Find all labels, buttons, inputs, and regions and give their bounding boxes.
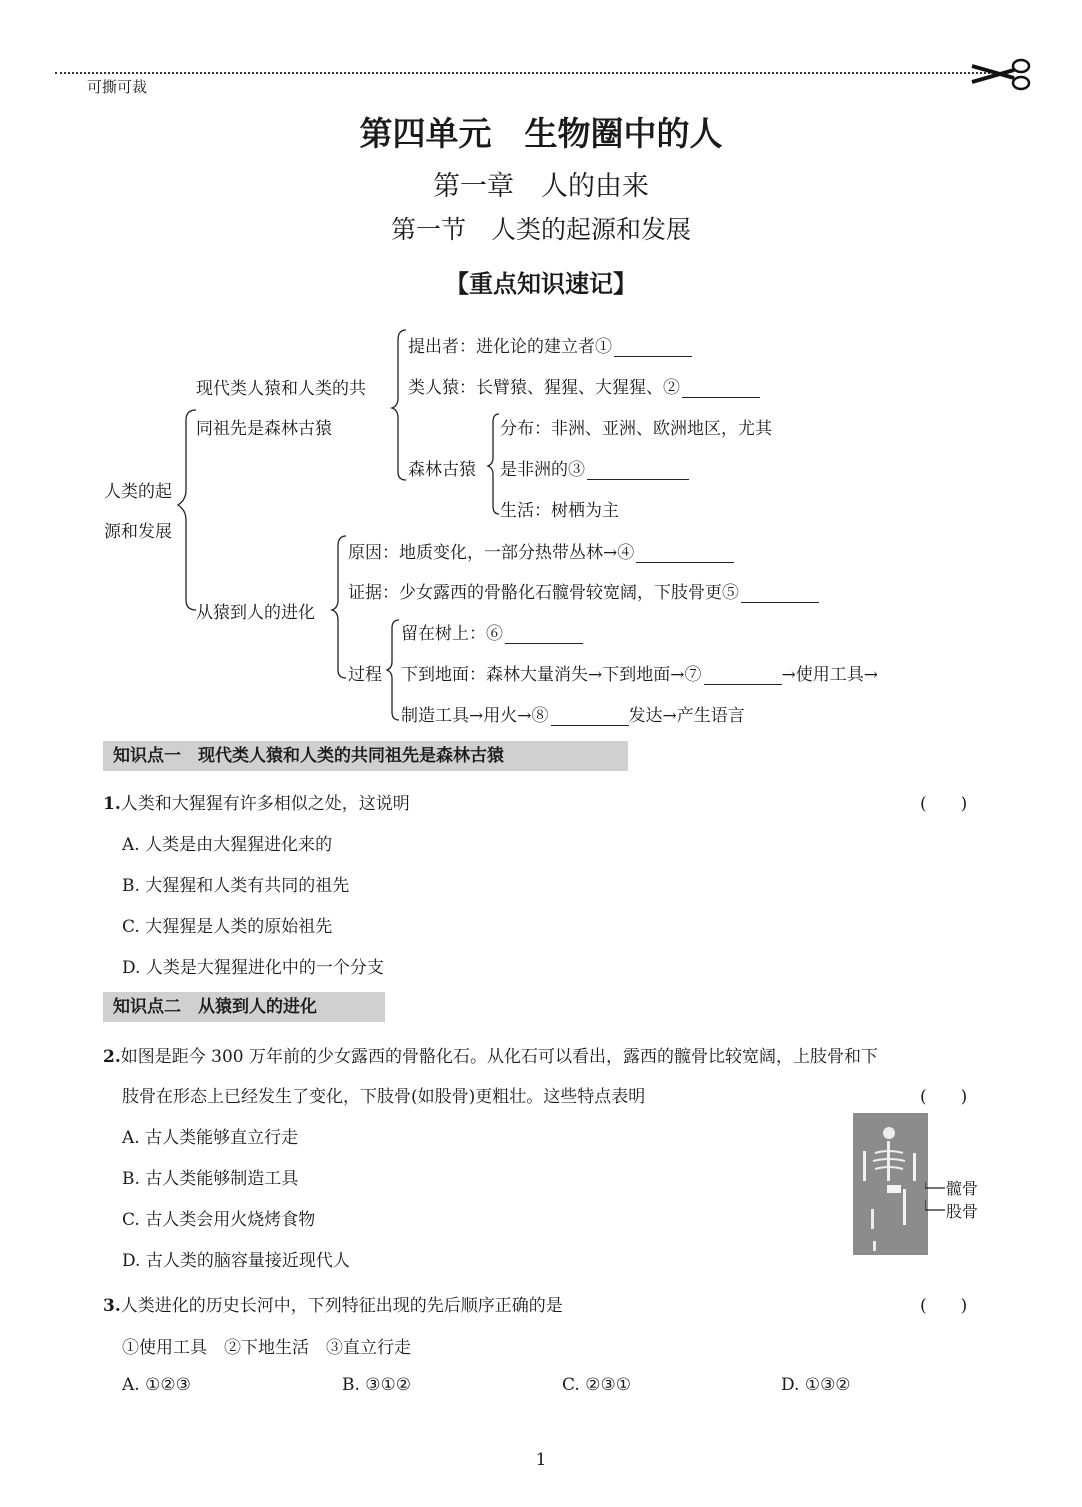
process-step2: 下到地面：森林大量消失→下到地面→⑦ →使用工具→ xyxy=(401,665,878,685)
distribution-line2: 是非洲的③ xyxy=(500,455,689,480)
branch1-line1: 现代类人猿和人类的共 xyxy=(196,379,366,399)
process-label: 过程 xyxy=(348,665,382,685)
q1-option-d: D. 人类是大猩猩进化中的一个分支 xyxy=(122,958,384,978)
femur-label: 股骨 xyxy=(946,1202,979,1221)
q3-stem: 3.人类进化的历史长河中，下列特征出现的先后顺序正确的是 xyxy=(103,1296,563,1316)
q1-option-a: A. 人类是由大猩猩进化来的 xyxy=(122,835,333,855)
unit-title: 第四单元 生物圈中的人 xyxy=(359,114,723,153)
life-habit: 生活：树栖为主 xyxy=(500,501,619,521)
root-line1: 人类的起 xyxy=(104,482,172,502)
cut-label: 可撕可裁 xyxy=(87,78,148,96)
q3-option-c: C. ②③① xyxy=(562,1375,631,1395)
fossil-pointer-lines xyxy=(925,1180,947,1220)
chapter-title: 第一章 人的由来 xyxy=(433,171,649,202)
page-number: 1 xyxy=(535,1450,547,1470)
q1-option-b: B. 大猩猩和人类有共同的祖先 xyxy=(122,876,350,896)
section-heading-2: 知识点二 从猿到人的进化 xyxy=(103,992,385,1022)
section-title: 第一节 人类的起源和发展 xyxy=(390,215,691,244)
q1-answer-blank: ( ) xyxy=(920,794,968,814)
q1-option-c: C. 大猩猩是人类的原始祖先 xyxy=(122,917,333,937)
branch1-line2: 同祖先是森林古猿 xyxy=(196,419,332,439)
root-line2: 源和发展 xyxy=(104,522,172,542)
q3-option-a: A. ①②③ xyxy=(122,1375,191,1395)
distribution-line1: 分布：非洲、亚洲、欧洲地区，尤其 xyxy=(500,419,772,439)
lucy-fossil-image xyxy=(853,1113,928,1255)
q1-stem: 1.人类和大猩猩有许多相似之处，这说明 xyxy=(103,794,410,814)
q3-option-b: B. ③①② xyxy=(342,1375,412,1395)
q2-option-a: A. 古人类能够直立行走 xyxy=(122,1128,299,1148)
branch2-label: 从猿到人的进化 xyxy=(196,603,315,623)
q3-option-d: D. ①③② xyxy=(781,1375,851,1395)
forest-ape-label: 森林古猿 xyxy=(408,460,476,480)
q3-answer-blank: ( ) xyxy=(920,1296,968,1316)
q3-items: ①使用工具 ②下地生活 ③直立行走 xyxy=(122,1338,411,1358)
q2-stem-line1: 2.如图是距今 300 万年前的少女露西的骨骼化石。从化石可以看出，露西的髋骨比较宽阔，上肢骨和下 xyxy=(103,1047,879,1067)
evidence: 证据：少女露西的骨骼化石髋骨较宽阔，下肢骨更⑤ xyxy=(348,578,819,603)
q2-option-b: B. 古人类能够制造工具 xyxy=(122,1169,299,1189)
q2-option-d: D. 古人类的脑容量接近现代人 xyxy=(122,1251,350,1271)
q2-option-c: C. 古人类会用火烧烤食物 xyxy=(122,1210,316,1230)
hip-bone-label: 髋骨 xyxy=(946,1179,979,1198)
section-heading-1: 知识点一 现代类人猿和人类的共同祖先是森林古猿 xyxy=(103,741,628,771)
q2-stem-line2: 肢骨在形态上已经发生了变化，下肢骨(如股骨)更粗壮。这些特点表明 xyxy=(122,1087,646,1107)
summary-heading: 【重点知识速记】 xyxy=(445,270,637,298)
q2-answer-blank: ( ) xyxy=(920,1087,968,1107)
proposer: 提出者：进化论的建立者① xyxy=(408,332,692,357)
reason: 原因：地质变化，一部分热带丛林→④ xyxy=(348,538,734,563)
process-step1: 留在树上：⑥ xyxy=(401,619,583,644)
apes: 类人猿：长臂猿、猩猩、大猩猩、② xyxy=(408,373,760,398)
process-step3: 制造工具→用火→⑧ 发达→产生语言 xyxy=(401,706,745,726)
